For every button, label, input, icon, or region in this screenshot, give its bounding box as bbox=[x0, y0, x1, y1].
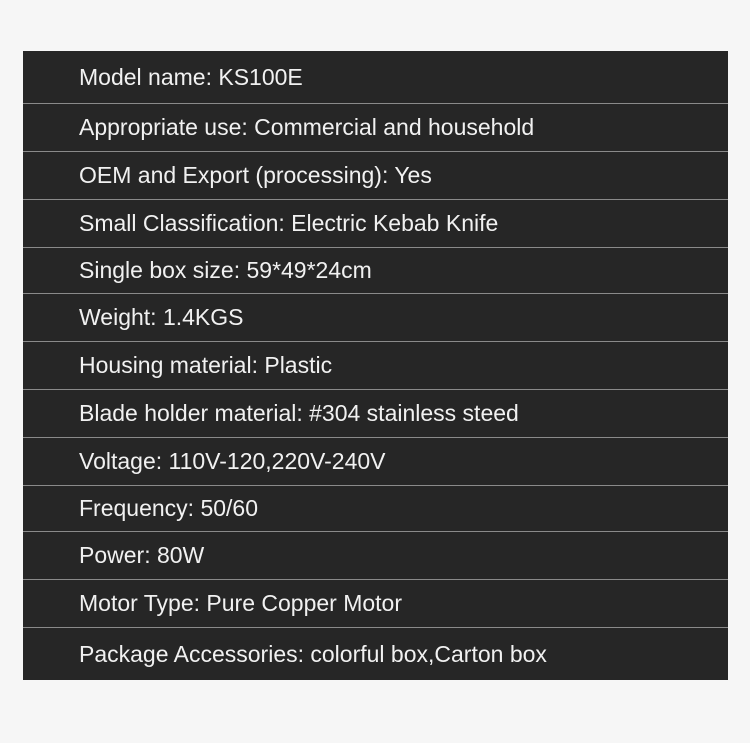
spec-row-power bbox=[23, 532, 728, 579]
spec-text: Frequency: 50/60 bbox=[79, 495, 259, 521]
spec-text: Housing material: Plastic bbox=[79, 352, 333, 378]
spec-text: Weight: 1.4KGS bbox=[79, 304, 244, 330]
spec-text: Voltage: 110V-120,220V-240V bbox=[79, 448, 386, 474]
spec-text: Model name: KS100E bbox=[79, 63, 303, 90]
spec-row-oem-export bbox=[23, 152, 728, 199]
spec-text: Small Classification: Electric Kebab Knife bbox=[79, 210, 499, 236]
spec-row-model-name bbox=[23, 51, 728, 103]
spec-text: Package Accessories: colorful box,Carton box bbox=[79, 640, 547, 667]
spec-row-motor-type bbox=[23, 580, 728, 627]
spec-row-blade-holder-material bbox=[23, 390, 728, 437]
spec-row-box-size bbox=[23, 248, 728, 293]
spec-text: Blade holder material: #304 stainless steed bbox=[79, 400, 519, 426]
spec-row-voltage bbox=[23, 438, 728, 485]
spec-text: Single box size: 59*49*24cm bbox=[79, 257, 372, 283]
spec-text: Power: 80W bbox=[79, 542, 205, 568]
spec-text: Appropriate use: Commercial and household bbox=[79, 114, 535, 140]
spec-row-housing-material bbox=[23, 342, 728, 389]
spec-row-weight bbox=[23, 294, 728, 341]
spec-text: Motor Type: Pure Copper Motor bbox=[79, 590, 402, 616]
spec-row-frequency bbox=[23, 486, 728, 531]
spec-table bbox=[23, 51, 728, 680]
spec-row-appropriate-use bbox=[23, 104, 728, 151]
spec-text: OEM and Export (processing): Yes bbox=[79, 162, 432, 188]
spec-row-small-classification bbox=[23, 200, 728, 247]
spec-row-package-accessories bbox=[23, 628, 728, 680]
